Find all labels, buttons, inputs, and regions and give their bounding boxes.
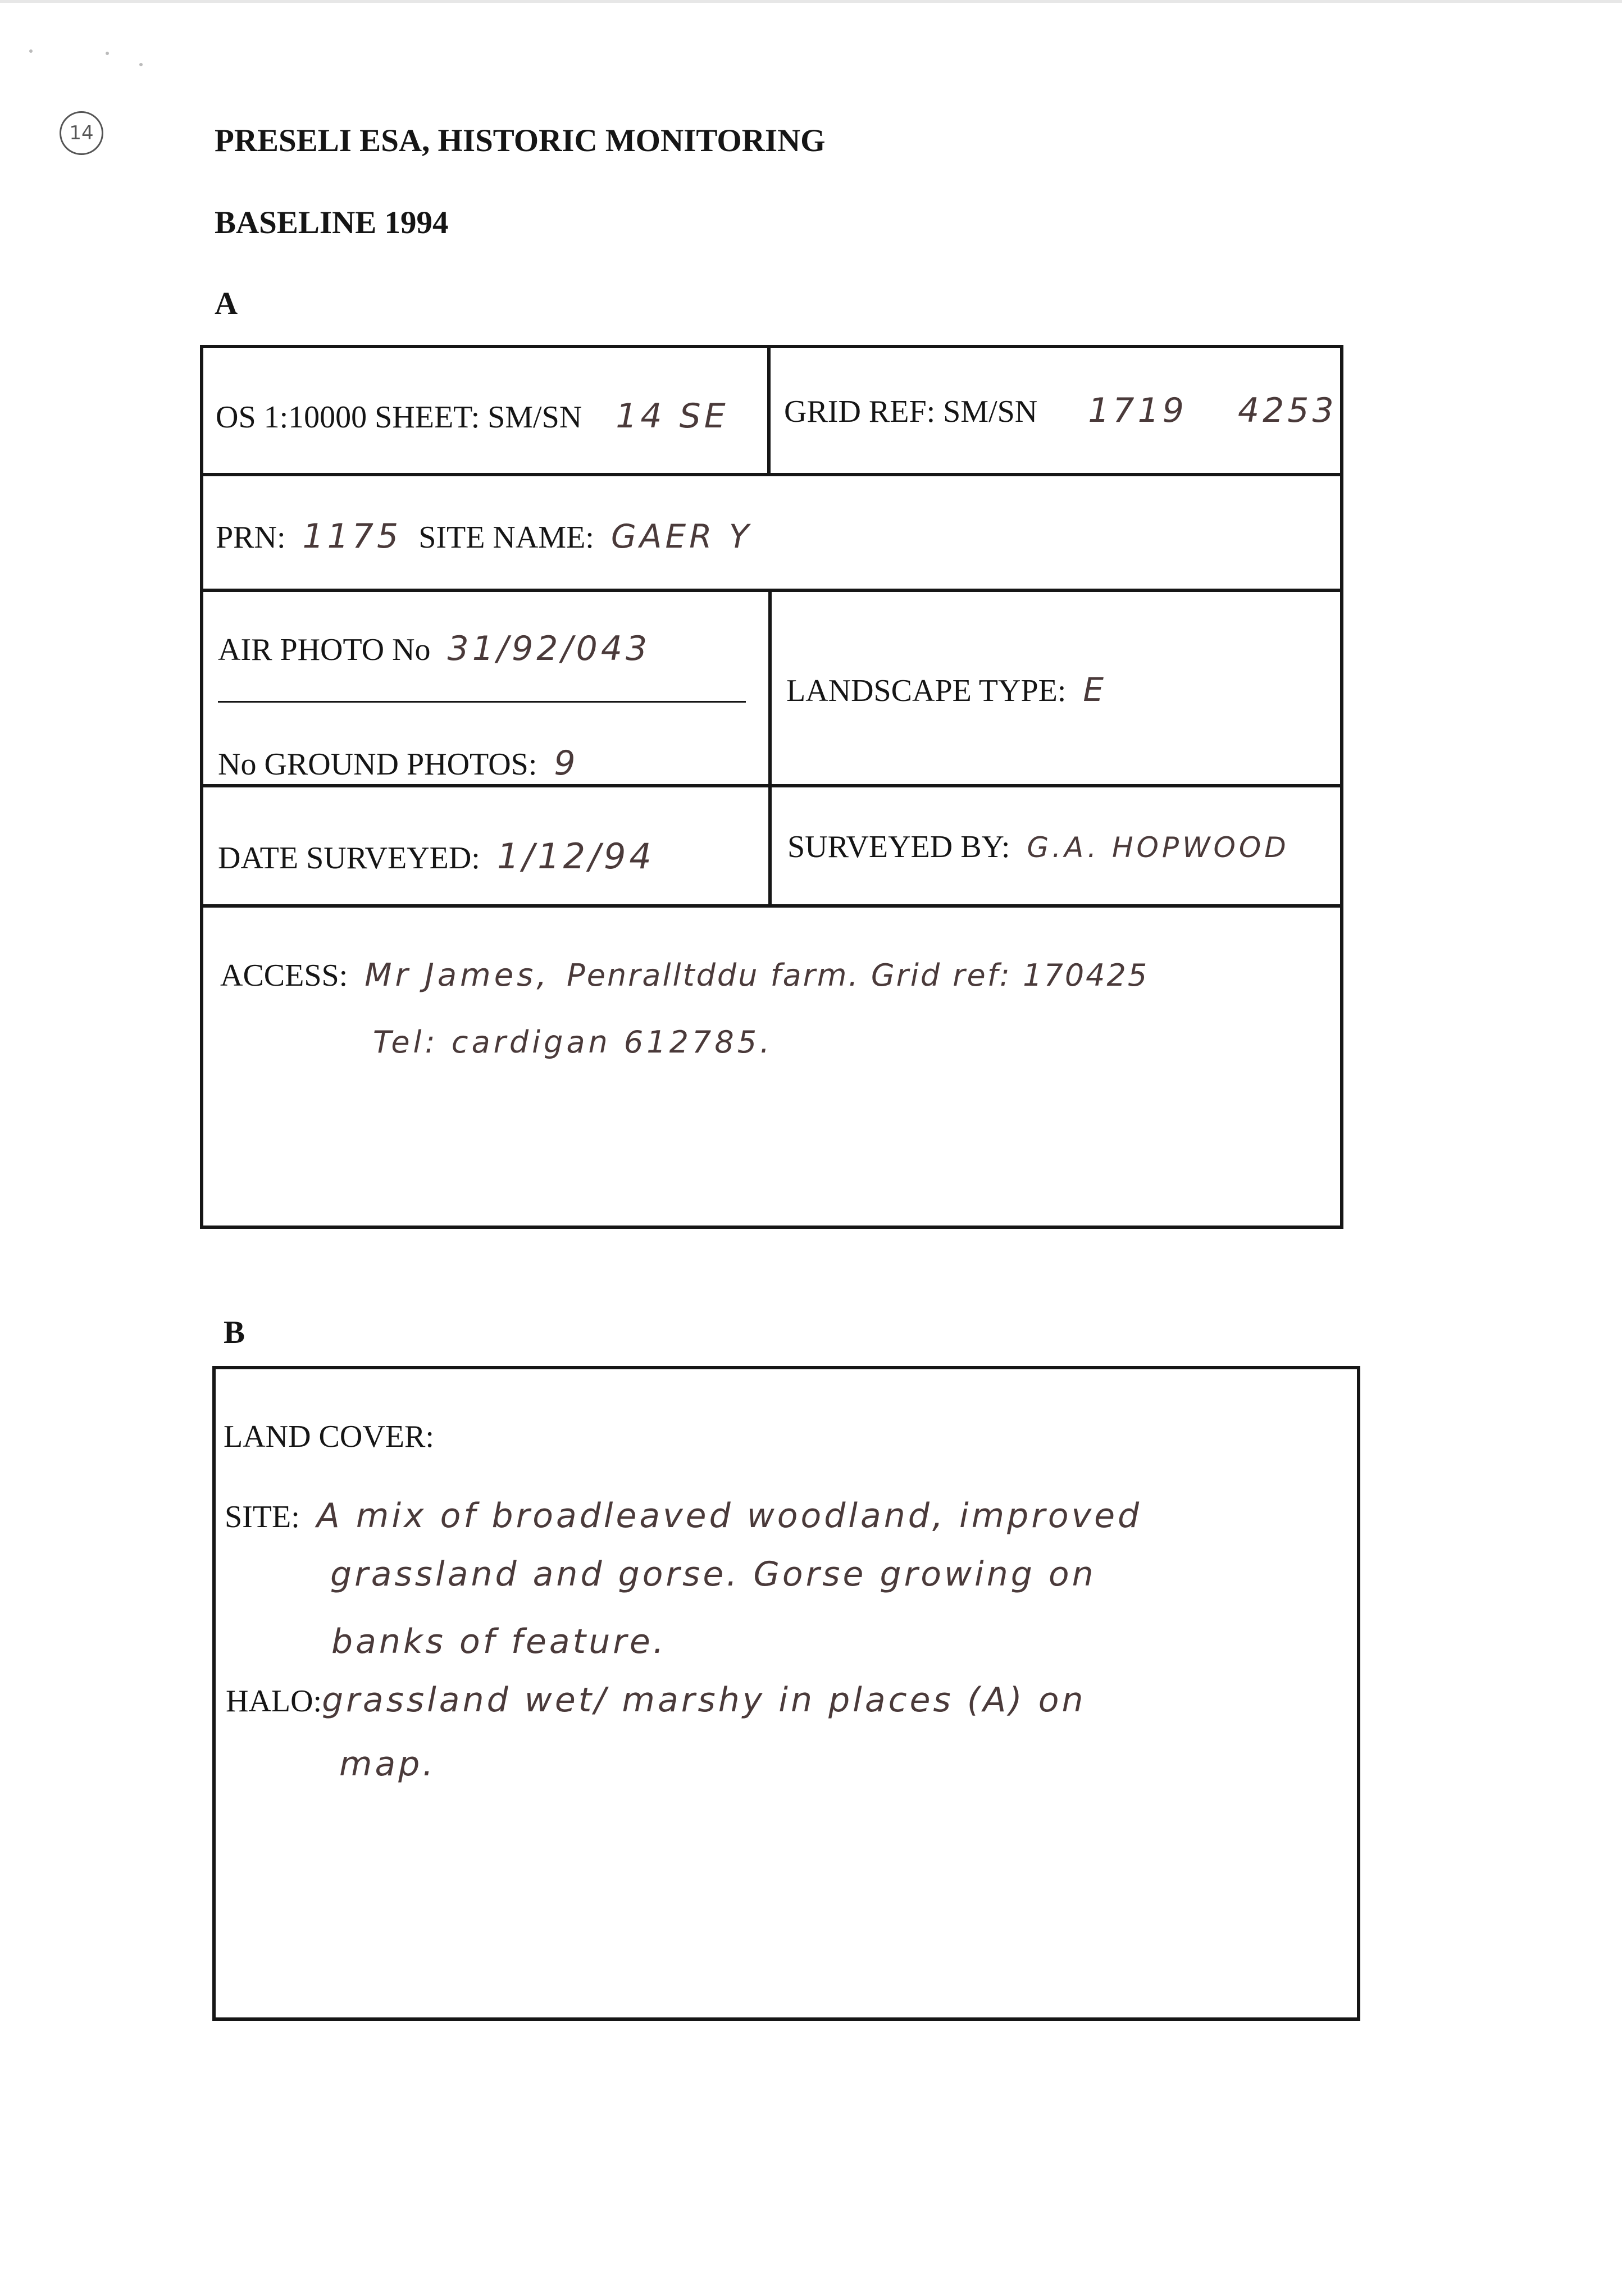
- surveyed-by-label: SURVEYED BY:: [787, 830, 1010, 864]
- site-land-cover: [225, 1496, 1142, 1536]
- air-photo-value: 31/92/043: [447, 629, 651, 668]
- access-contact: Mr James,: [365, 957, 550, 994]
- date-surveyed-value: 1/12/94: [496, 836, 655, 877]
- scan-speck: [29, 49, 33, 53]
- ground-photos-value: 9: [554, 744, 579, 783]
- surveyed-by-value: G.A. HOPWOOD: [1027, 831, 1290, 864]
- date-surveyed-label: DATE SURVEYED:: [218, 841, 480, 876]
- access-field: [220, 957, 1149, 994]
- access-telephone: Tel: cardigan 612785.: [373, 1024, 773, 1060]
- scan-speck: [139, 63, 143, 66]
- os-sheet-label: OS 1:10000 SHEET: SM/SN: [216, 400, 582, 435]
- landscape-type-value: E: [1083, 671, 1108, 709]
- grid-ref-field: [784, 391, 1337, 430]
- table-divider: [200, 473, 1343, 476]
- grid-ref-value-easting: 1719: [1088, 391, 1187, 430]
- table-divider: [767, 345, 771, 473]
- scan-edge: [0, 0, 1622, 3]
- site-label: SITE:: [225, 1500, 300, 1534]
- table-divider: [768, 589, 772, 904]
- ground-photos-field: [218, 744, 579, 783]
- air-photo-label: AIR PHOTO No: [218, 632, 431, 667]
- scan-speck: [106, 52, 109, 55]
- surveyed-by-field: [787, 829, 1290, 865]
- site-description-line-2: grassland and gorse. Gorse growing on: [330, 1555, 1096, 1594]
- halo-description-line-1: grassland wet/ marshy in places (A) on: [322, 1680, 1086, 1720]
- table-divider: [200, 904, 1343, 908]
- land-cover-label: LAND COVER:: [224, 1419, 434, 1454]
- site-name-label: SITE NAME:: [418, 520, 594, 555]
- section-b-label: B: [224, 1315, 245, 1350]
- site-description-line-1: A mix of broadleaved woodland, improved: [316, 1496, 1142, 1536]
- access-farm-grid-ref: Penralltddu farm. Grid ref: 170425: [567, 958, 1149, 993]
- site-name-value: GAER Y: [610, 517, 753, 555]
- os-sheet-value: 14 SE: [616, 397, 729, 436]
- ground-photos-label: No GROUND PHOTOS:: [218, 747, 537, 782]
- halo-land-cover: [226, 1680, 1086, 1720]
- air-photo-field: [218, 629, 650, 668]
- prn-value: 1175: [302, 517, 402, 556]
- prn-field: [216, 517, 752, 556]
- halo-description-line-2: map.: [339, 1744, 436, 1784]
- landscape-type-field: [786, 671, 1107, 709]
- grid-ref-value-northing: 4253: [1237, 391, 1337, 430]
- site-description-line-3: banks of feature.: [331, 1622, 667, 1661]
- baseline-heading: BASELINE 1994: [215, 205, 449, 240]
- page-number: 14: [60, 111, 103, 155]
- prn-label: PRN:: [216, 520, 286, 555]
- os-sheet-field: [216, 397, 729, 436]
- halo-label: HALO:: [226, 1684, 322, 1719]
- landscape-type-label: LANDSCAPE TYPE:: [786, 673, 1067, 708]
- section-a-label: A: [215, 286, 238, 321]
- access-label: ACCESS:: [220, 958, 348, 993]
- air-photo-underline: [218, 701, 746, 703]
- date-surveyed-field: [218, 836, 655, 877]
- table-divider: [200, 784, 1343, 787]
- grid-ref-label: GRID REF: SM/SN: [784, 394, 1038, 429]
- page-title: PRESELI ESA, HISTORIC MONITORING: [215, 123, 826, 158]
- table-divider: [200, 589, 1343, 592]
